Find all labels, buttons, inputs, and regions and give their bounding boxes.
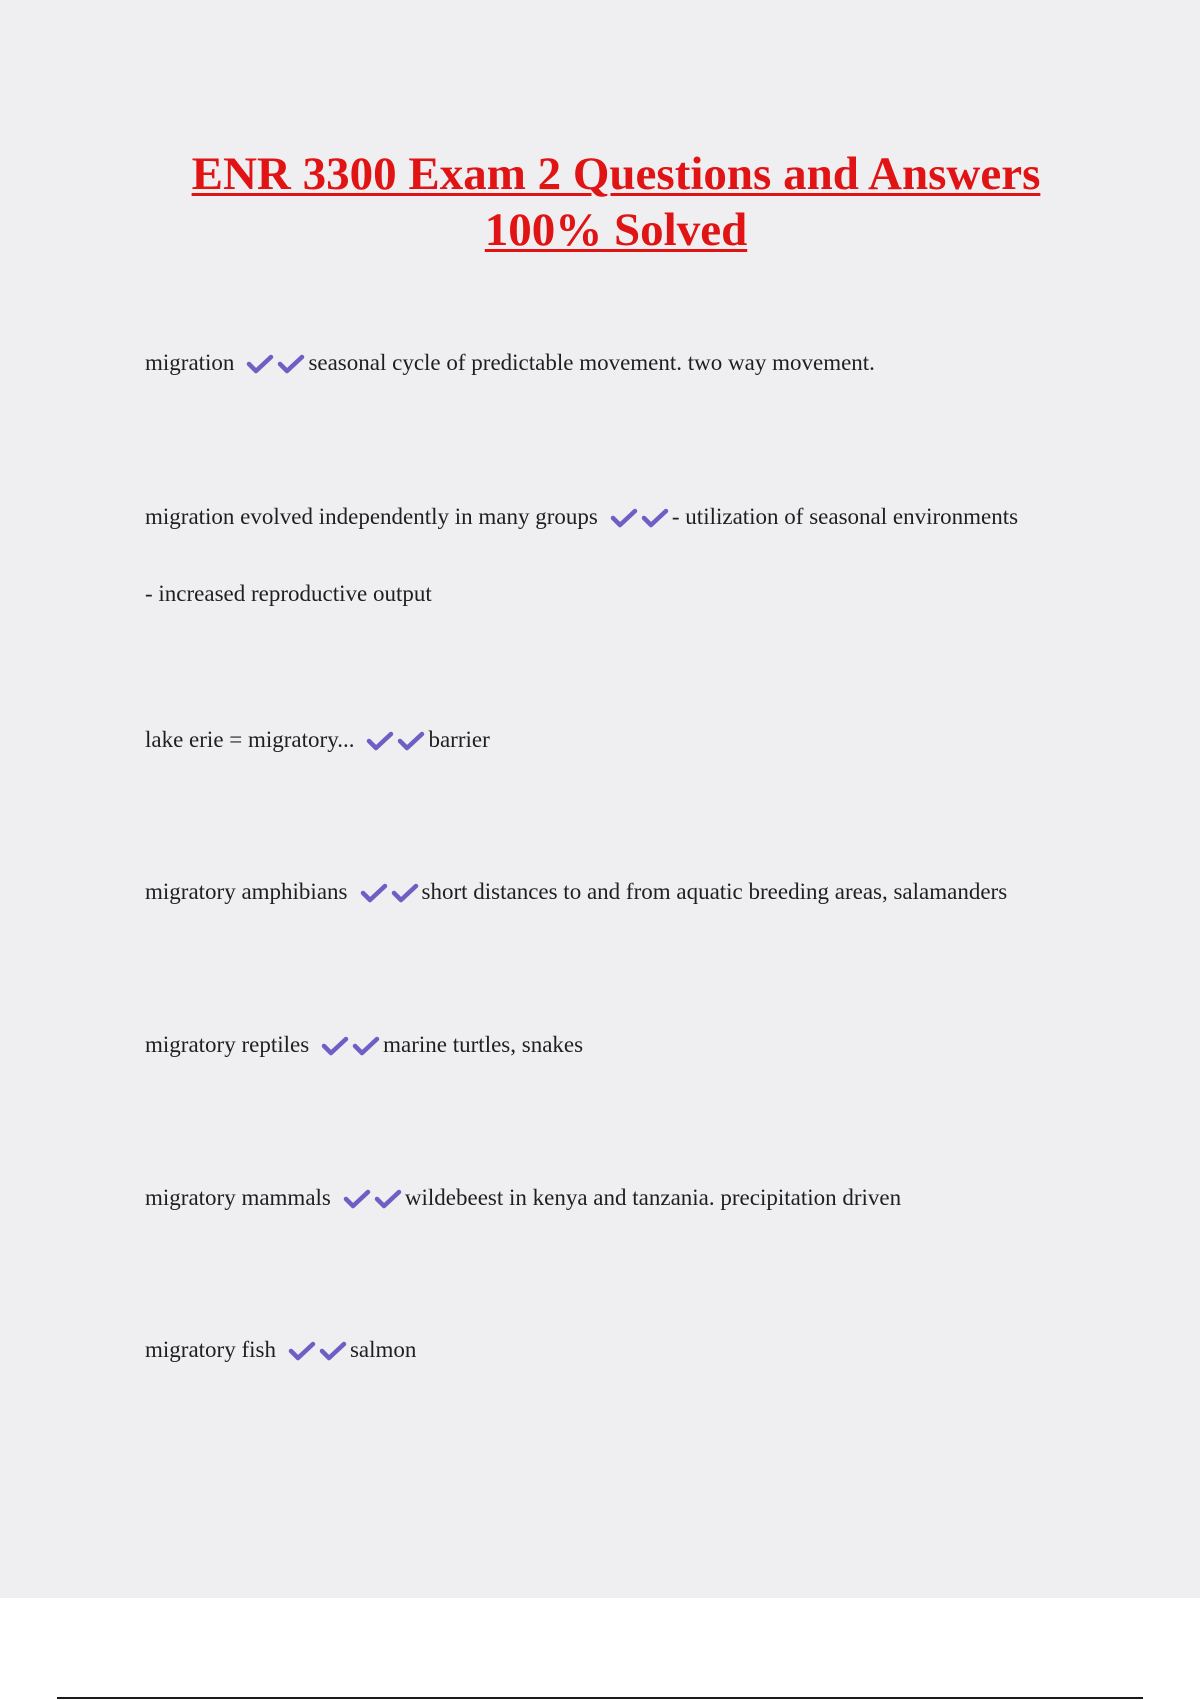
qa-definition: salmon: [349, 1337, 417, 1362]
qa-item-migratory-amphibians: [145, 877, 1085, 907]
qa-definition: wildebeest in kenya and tanzania. precipitation driven: [404, 1185, 902, 1210]
qa-term: migratory fish: [145, 1337, 276, 1362]
qa-item-migratory-fish: [145, 1335, 1085, 1365]
qa-term: migratory mammals: [145, 1185, 331, 1210]
qa-item-migratory-mammals: [145, 1183, 1085, 1213]
page-bottom-divider: [57, 1697, 1143, 1699]
qa-definition: - utilization of seasonal environments: [671, 504, 1019, 529]
double-checkmark-icon: [343, 1188, 403, 1210]
double-checkmark-icon: [288, 1340, 348, 1362]
title-line-1: ENR 3300 Exam 2 Questions and Answers: [191, 148, 1041, 200]
title-line-2: 100% Solved: [484, 204, 748, 256]
qa-definition: marine turtles, snakes: [383, 1032, 584, 1057]
double-checkmark-icon: [246, 353, 306, 375]
qa-term: migration evolved independently in many groups: [145, 504, 598, 529]
qa-definition: barrier: [428, 727, 490, 752]
qa-definition-continued: - increased reproductive output: [145, 581, 432, 606]
qa-item-migratory-reptiles: [145, 1030, 1085, 1060]
qa-term: migratory reptiles: [145, 1032, 310, 1057]
qa-definition: seasonal cycle of predictable movement. two way movement.: [308, 350, 875, 375]
document-title: [120, 146, 1112, 258]
double-checkmark-icon: [321, 1035, 381, 1057]
qa-item-migration: [145, 348, 1085, 378]
double-checkmark-icon: [360, 882, 420, 904]
qa-item-lake-erie: [145, 725, 1085, 755]
qa-item-migration-evolved: [145, 502, 1085, 609]
qa-term: migration: [145, 350, 235, 375]
qa-definition: short distances to and from aquatic breeding areas, salamanders: [421, 879, 1008, 904]
qa-term: migratory amphibians: [145, 879, 348, 904]
double-checkmark-icon: [610, 507, 670, 529]
qa-term: lake erie = migratory...: [145, 727, 355, 752]
double-checkmark-icon: [366, 730, 426, 752]
